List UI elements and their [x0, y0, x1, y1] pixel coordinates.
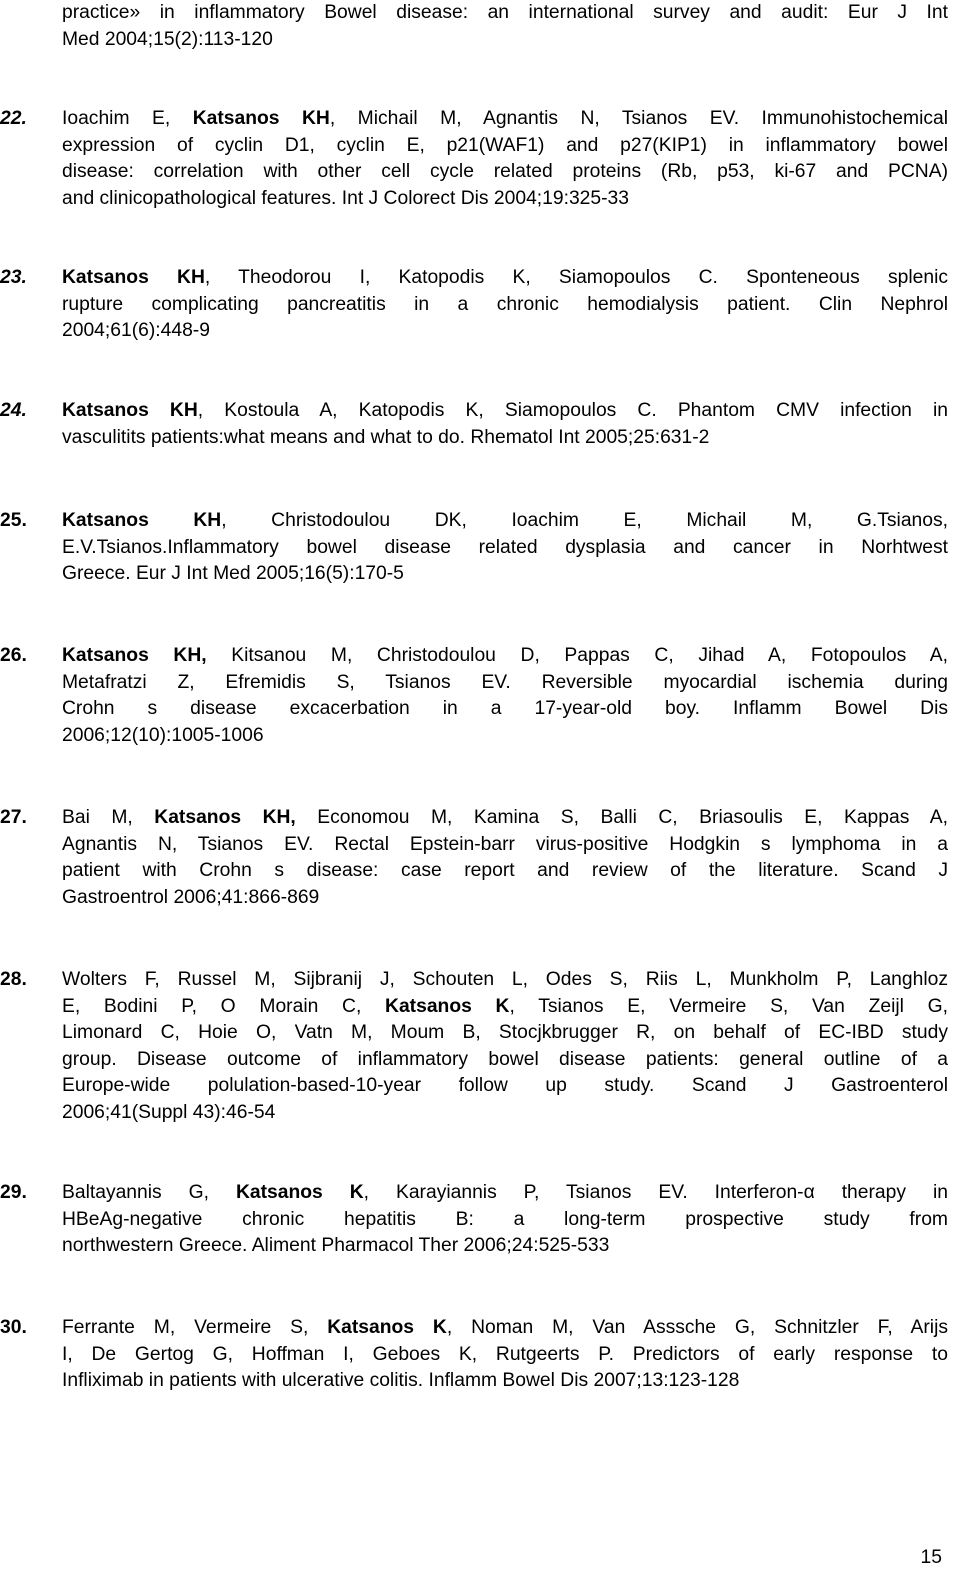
text-run: , Michail M, Agnantis N, Tsianos EV. Immunohistochemical [329, 108, 948, 129]
reference-number: 24. [0, 400, 27, 421]
text-line [62, 723, 948, 750]
reference-text [62, 643, 948, 749]
text-line [62, 1342, 948, 1369]
text-run: Europe-wide polulation-based-10-year follow up study. Scand J Gastroenterol [62, 1075, 948, 1096]
author-highlight: Katsanos KH, [154, 807, 296, 828]
text-line [62, 265, 948, 292]
author-highlight: Katsanos KH [62, 510, 222, 531]
author-highlight: Katsanos KH [192, 108, 330, 129]
text-run: disease: correlation with other cell cycle related proteins (Rb, p53, ki-67 and PCNA) [62, 161, 948, 182]
text-run: rupture complicating pancreatitis in a chronic hemodialysis patient. Clin Nephrol [62, 293, 948, 315]
text-run: , Tsianos E, Vermeire S, Van Zeijl G, [509, 995, 948, 1017]
reference-25 [0, 508, 948, 588]
text-line [62, 106, 948, 133]
reference-23 [0, 265, 949, 345]
text-line [62, 885, 948, 912]
author-highlight: Katsanos KH [62, 400, 198, 421]
text-run: 2006;41(Suppl 43):46-54 [62, 1101, 276, 1123]
text-run: patient with Crohn s disease: case report and review of the literature. Scand J [62, 860, 948, 881]
reference-24 [0, 398, 949, 451]
author-highlight: Katsanos K [235, 1182, 364, 1203]
text-run: Kitsanou M, Christodoulou D, Pappas C, Jihad A, Fotopoulos A, [206, 645, 948, 666]
text-line [62, 1100, 948, 1127]
text-line [62, 292, 948, 319]
text-line: practice» in inflammatory Bowel disease: an international survey and audit: Eur J Int [62, 2, 948, 23]
text-run: HBeAg-negative chronic hepatitis B: a long-term prospective study from [62, 1208, 948, 1230]
continuation-text [62, 0, 948, 53]
text-run: I, De Gertog G, Hoffman I, Geboes K, Rutgeerts P. Predictors of early response to [62, 1343, 948, 1365]
text-line [62, 425, 948, 452]
reference-26 [0, 643, 948, 749]
text-line [62, 1368, 948, 1395]
text-line [62, 318, 948, 345]
text-run: vasculitits patients:what means and what to do. Rhematol Int 2005;25:631-2 [62, 426, 710, 448]
text-line [62, 398, 948, 425]
text-line [62, 643, 948, 670]
text-run: Crohn s disease excacerbation in a 17-year-old boy. Inflamm Bowel Dis [62, 698, 948, 719]
reference-number: 28. [0, 969, 27, 990]
text-run: Ioachim E, [62, 108, 193, 129]
text-line [62, 805, 948, 832]
text-run: Gastroentrol 2006;41:866-869 [62, 886, 320, 908]
text-run: group. Disease outcome of inflammatory bowel disease patients: general outline of a [62, 1048, 948, 1070]
author-highlight: Katsanos KH [62, 267, 205, 288]
reference-text [62, 967, 948, 1126]
text-run: E.V.Tsianos.Inflammatory bowel disease related dysplasia and cancer in Norhtwest [62, 536, 948, 558]
text-line [62, 186, 948, 213]
text-run: Greece. Eur J Int Med 2005;16(5):170-5 [62, 563, 404, 584]
text-line [62, 561, 948, 588]
reference-number: 25. [0, 510, 27, 531]
text-run: expression of cyclin D1, cyclin E, p21(WAF1) and p27(KIP1) in inflammatory bowel [62, 134, 948, 156]
text-line [62, 994, 948, 1021]
text-line [62, 1020, 948, 1047]
text-line [62, 1047, 948, 1074]
reference-text [62, 1180, 948, 1260]
text-line [62, 133, 948, 160]
reference-29 [0, 1180, 948, 1260]
reference-22 [0, 106, 948, 212]
text-run: Wolters F, Russel M, Sijbranij J, Schouten L, Odes S, Riis L, Munkholm P, Langhloz [62, 969, 948, 990]
reference-number: 30. [0, 1317, 27, 1338]
text-run: , Kostoula A, Katopodis K, Siamopoulos C. Phantom CMV infection in [197, 400, 949, 421]
text-run: Economou M, Kamina S, Balli C, Briasoulis E, Kappas A, [295, 807, 948, 828]
text-run: and clinicopathological features. Int J Colorect Dis 2004;19:325-33 [62, 187, 629, 209]
text-line [62, 1233, 948, 1260]
text-run: 2006;12(10):1005-1006 [62, 724, 264, 746]
text-line [62, 1180, 948, 1207]
text-run: Limonard C, Hoie O, Vatn M, Moum B, Stocjkbrugger R, on behalf of EC-IBD study [62, 1022, 948, 1043]
text-line [62, 1207, 948, 1234]
text-line [62, 670, 948, 697]
author-highlight: Katsanos KH, [62, 645, 207, 666]
text-run: , Karayiannis P, Tsianos EV. Interferon-α therapy in [363, 1182, 948, 1203]
text-run: Ferrante M, Vermeire S, [62, 1317, 328, 1338]
reference-number: 26. [0, 645, 27, 666]
text-line [62, 1073, 948, 1100]
reference-number: 27. [0, 807, 27, 828]
text-line [62, 508, 948, 535]
text-run: E, Bodini P, O Morain C, [62, 995, 386, 1017]
reference-28 [0, 967, 948, 1126]
text-run: Infliximab in patients with ulcerative colitis. Inflamm Bowel Dis 2007;13:123-128 [62, 1370, 740, 1391]
page-number: 15 [920, 1547, 942, 1568]
reference-number: 23. [0, 267, 27, 288]
reference-text [62, 265, 948, 345]
text-run: Metafratzi Z, Efremidis S, Tsianos EV. Reversible myocardial ischemia during [62, 671, 948, 693]
text-run: Agnantis N, Tsianos EV. Rectal Epstein-barr virus-positive Hodgkin s lymphoma in a [62, 833, 948, 855]
text-run: Baltayannis G, [62, 1182, 236, 1203]
reference-27 [0, 805, 948, 911]
text-line [62, 1315, 948, 1342]
reference-30 [0, 1315, 948, 1395]
reference-text [62, 398, 948, 451]
text-line [62, 696, 948, 723]
author-highlight: Katsanos K [385, 995, 510, 1017]
reference-text [62, 805, 948, 911]
text-line [62, 858, 948, 885]
text-run: 2004;61(6):448-9 [62, 320, 210, 341]
text-line [62, 159, 948, 186]
text-line [62, 535, 948, 562]
reference-number: 22. [0, 108, 27, 129]
text-run: , Christodoulou DK, Ioachim E, Michail M, G.Tsianos, [221, 510, 948, 531]
text-run: Bai M, [62, 807, 155, 828]
text-line: Med 2004;15(2):113-120 [62, 28, 273, 50]
text-line [62, 967, 948, 994]
text-run: , Noman M, Van Asssche G, Schnitzler F, Arijs [446, 1317, 948, 1338]
text-run: , Theodorou I, Katopodis K, Siamopoulos C. Sponteneous splenic [204, 267, 949, 288]
reference-text [62, 508, 948, 588]
reference-text [62, 106, 948, 212]
text-run: northwestern Greece. Aliment Pharmacol Ther 2006;24:525-533 [62, 1235, 610, 1256]
text-line [62, 832, 948, 859]
author-highlight: Katsanos K [327, 1317, 447, 1338]
reference-number: 29. [0, 1182, 27, 1203]
reference-text [62, 1315, 948, 1395]
